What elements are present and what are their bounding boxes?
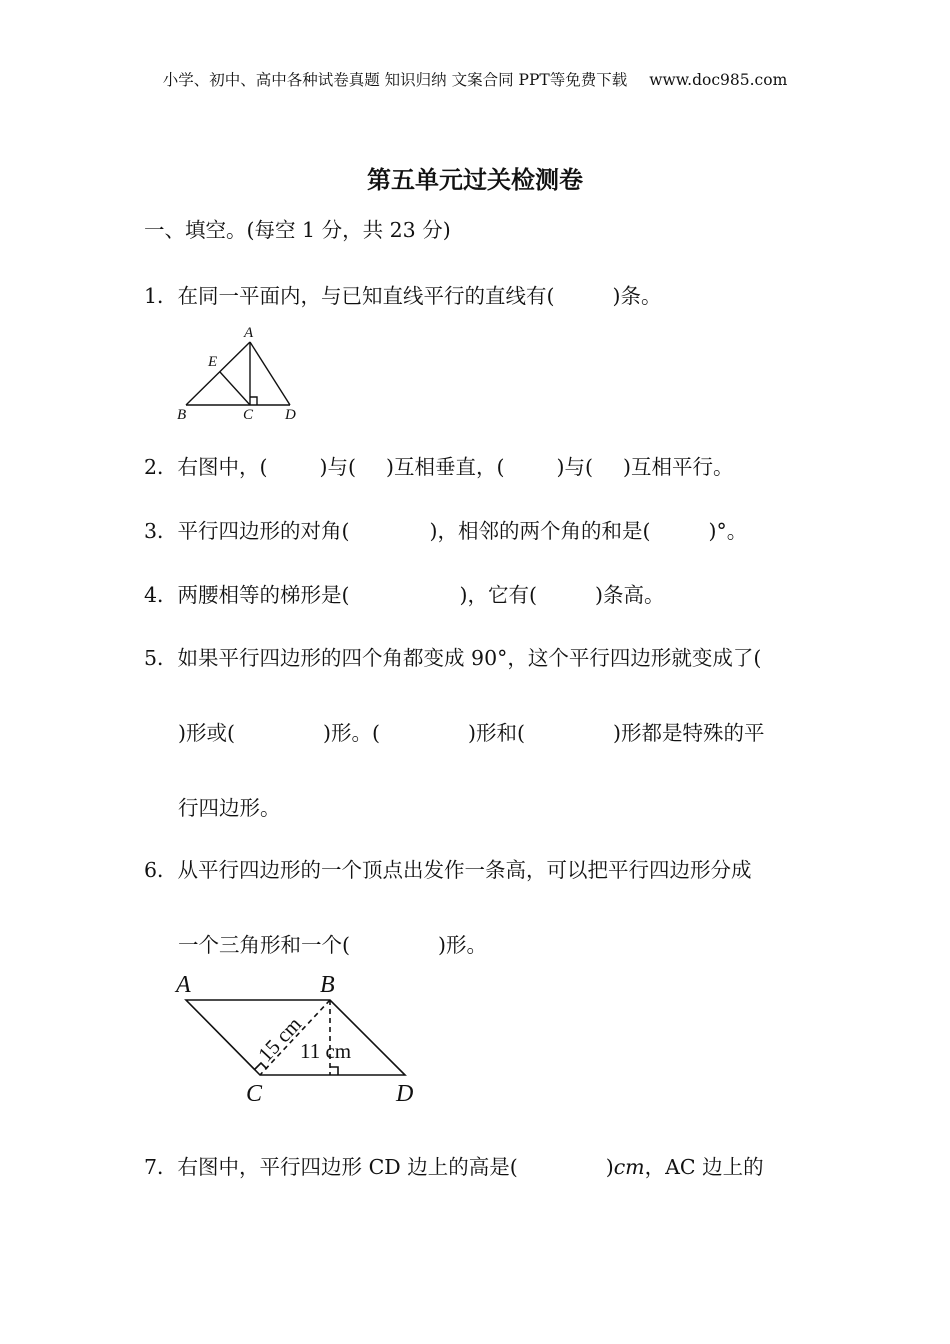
question-6-line-2: 一个三角形和一个( )形。 — [178, 933, 487, 957]
question-number: 1． — [144, 284, 178, 308]
header-site: www.doc985.com — [649, 71, 788, 89]
label-E: E — [208, 354, 218, 370]
label-B: B — [177, 407, 187, 423]
question-7: 7．右图中，平行四边形 CD 边上的高是( )cm，AC 边上的 — [144, 1155, 764, 1179]
question-5: 5．如果平行四边形的四个角都变成 90°，这个平行四边形就变成了( — [144, 646, 762, 670]
question-3: 3．平行四边形的对角( )，相邻的两个角的和是( )°。 — [144, 519, 748, 543]
parallelogram-figure — [168, 968, 430, 1110]
label-C: C — [243, 407, 254, 423]
question-2: 2．右图中，( )与( )互相垂直，( )与( )互相平行。 — [144, 455, 734, 479]
measure-ac: 15 cm — [253, 1012, 307, 1067]
question-6: 6．从平行四边形的一个顶点出发作一条高，可以把平行四边形分成 — [144, 858, 752, 882]
triangle-figure — [170, 322, 335, 427]
label-B: B — [320, 972, 335, 998]
question-1: 1．在同一平面内，与已知直线平行的直线有( )条。 — [144, 279, 662, 309]
header-text: 小学、初中、高中各种试卷真题 知识归纳 文案合同 PPT等免费下载 — [162, 71, 628, 89]
page-header — [0, 68, 950, 90]
label-A: A — [176, 972, 191, 998]
label-A: A — [244, 325, 254, 341]
label-C: C — [246, 1081, 263, 1107]
question-5-line-2: )形或( )形。( )形和( )形都是特殊的平 — [178, 721, 765, 745]
label-D: D — [285, 407, 296, 423]
question-4: 4．两腰相等的梯形是( )，它有( )条高。 — [144, 583, 665, 607]
question-5-line-3: 行四边形。 — [178, 796, 281, 820]
label-D: D — [396, 1081, 414, 1107]
page-title: 第五单元过关检测卷 — [367, 166, 583, 194]
measure-height: 11 cm — [300, 1039, 352, 1063]
unit-cm: cm — [613, 1155, 645, 1179]
section-heading: 一、填空。(每空 1 分，共 23 分) — [144, 218, 451, 242]
